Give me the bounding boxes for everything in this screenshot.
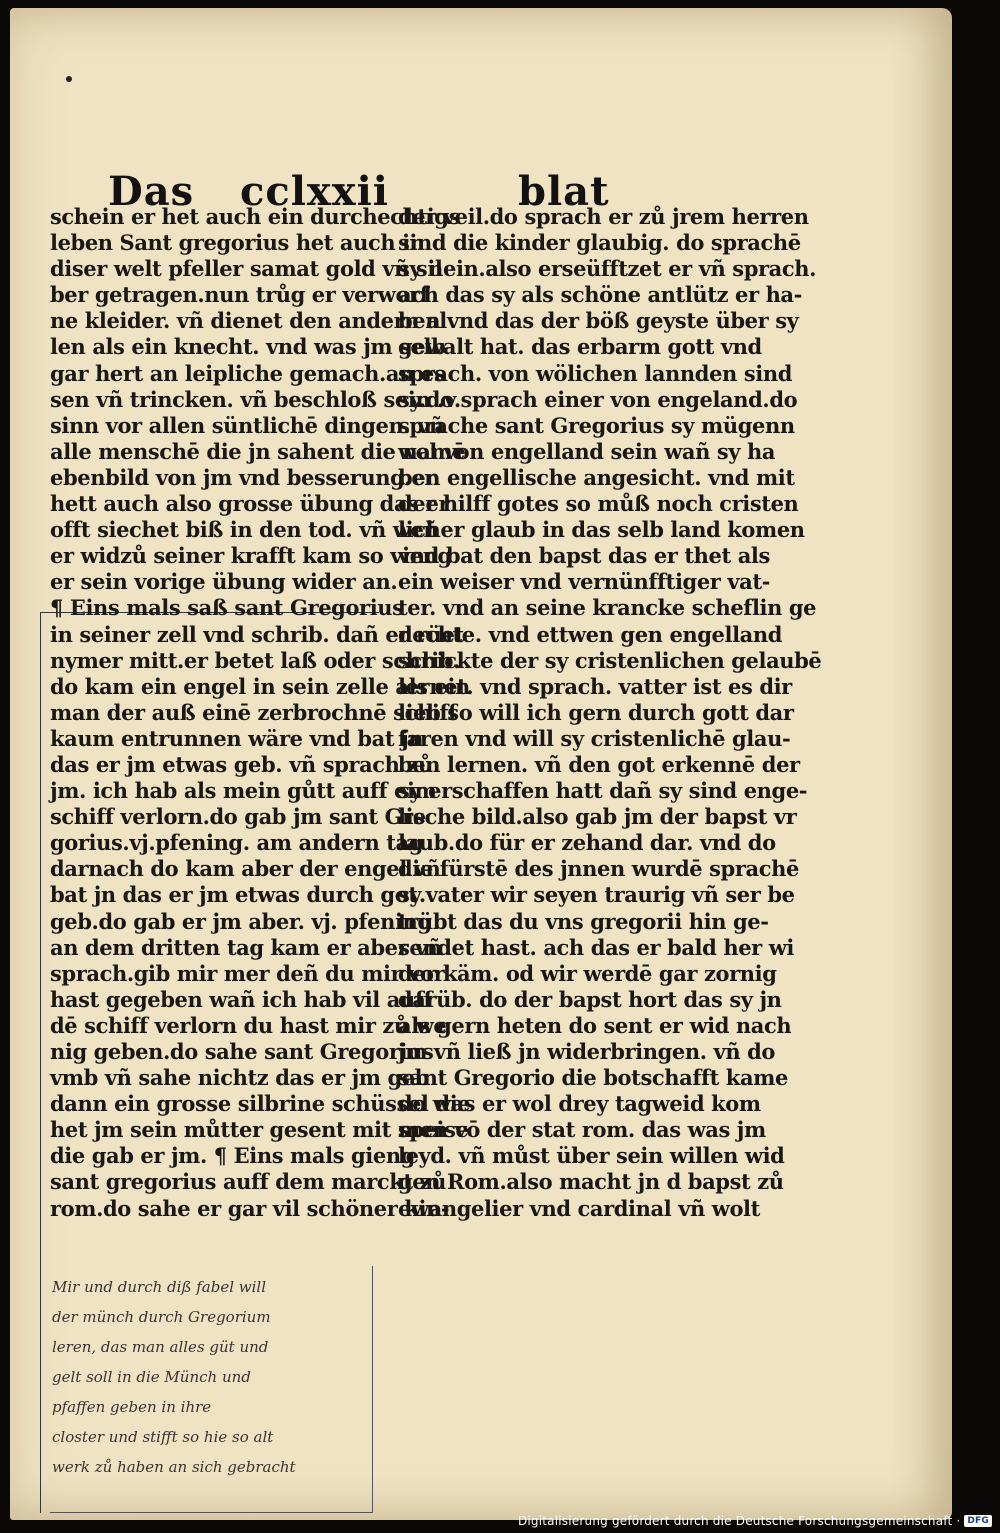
text-line: der käm. od wir werdē gar zornig [398, 960, 777, 986]
text-line: der hilff gotes so můß noch cristen [398, 491, 799, 517]
text-line: ach das sy als schöne antlütz er ha- [398, 282, 802, 308]
handwritten-line: leren, das man alles güt und [52, 1338, 269, 1356]
text-line: das er jm etwas geb. vñ sprach zů [50, 751, 433, 777]
folio-number: cclxxii [240, 168, 389, 215]
text-line: er sein vorige übung wider an. [50, 569, 398, 595]
text-line: lische bild.also gab jm der bapst vr [398, 804, 797, 830]
handwritten-line: Mir und durch diß fabel will [52, 1278, 267, 1296]
text-line: kaum entrunnen wäre vnd bat jn [50, 725, 424, 751]
header-word-left: Das [108, 168, 195, 215]
text-line: sant gregorius auff dem marckt zů [50, 1169, 447, 1195]
handwritten-line: closter und stifft so hie so alt [52, 1428, 274, 1446]
text-line: rom.do sahe er gar vil schöner kin- [50, 1195, 450, 1221]
text-line: gar hert an leipliche gemach.an es [50, 360, 446, 386]
text-line: sy nein.also erseüfftzet er vñ sprach. [398, 256, 817, 282]
text-line: lieb so will ich gern durch gott dar [398, 699, 794, 725]
text-line: men vō der stat rom. das was jm [398, 1117, 766, 1143]
text-line: leben Sant gregorius het auch in [50, 230, 425, 256]
text-line: bat jn das er jm etwas durch got [50, 882, 418, 908]
text-line: hast gegeben wañ ich hab vil auff [50, 986, 433, 1012]
text-line: alle menschē die jn sahent die namē [50, 438, 466, 464]
text-line: sen vñ trincken. vñ beschloß sein .v. [50, 386, 461, 412]
ink-dot [66, 76, 72, 82]
text-line: ben vnd das der böß geyste über sy [398, 308, 799, 334]
text-line: gorius.vj.pfening. am andern tag [50, 830, 424, 856]
text-line: sind die kinder glaubig. do sprachē [398, 230, 801, 256]
text-line: nig geben.do sahe sant Gregorius [50, 1039, 434, 1064]
footer-separator: · [956, 1514, 961, 1528]
text-line: die gab er jm. ¶ Eins mals gieng [50, 1143, 415, 1169]
text-line: in seiner zell vnd schrib. dañ er rüet [50, 621, 464, 647]
text-line: len als ein knecht. vnd was jm selb [50, 334, 446, 360]
text-line: schiff verlorn.do gab jm sant Gre [50, 804, 426, 830]
text-line: sprach.gib mir mer deñ du mir vor [50, 960, 445, 986]
text-line: wol von engelland sein wañ sy ha [398, 438, 776, 464]
text-line: als gern heten do sent er wid nach [398, 1012, 792, 1038]
text-line: gewalt hat. das erbarm gott vnd [398, 334, 762, 360]
text-line: an dem dritten tag kam er aber vñ [50, 934, 442, 960]
text-line: nymer mitt.er betet laß oder schrib. [50, 647, 460, 673]
text-line: dechte. vnd ettwen gen engelland [398, 621, 783, 647]
text-line: sy.vater wir seyen traurig vñ ser be [398, 882, 795, 908]
handwritten-note [52, 1272, 372, 1482]
text-line: licher glaub in das selb land komen [398, 517, 805, 543]
text-line: die fürstē des jnnen wurdē sprachē [398, 856, 799, 882]
handwritten-line: pfaffen geben in ihre [52, 1398, 212, 1416]
text-line: diser welt pfeller samat gold vñ sil [50, 256, 443, 282]
text-line: ¶ Eins mals saß sant Gregorius [50, 595, 404, 621]
text-line: het jm sein můtter gesent mit speise [50, 1117, 469, 1143]
text-line: ewangelier vnd cardinal vñ wolt [398, 1195, 760, 1221]
text-line: sendet hast. ach das er bald her wi [398, 934, 794, 960]
text-line: sprach. von wölichen lannden sind [398, 360, 792, 386]
text-line: er widzů seiner krafft kam so vieng [50, 543, 452, 569]
text-line: leyd. vñ můst über sein willen wid [398, 1143, 785, 1169]
dfg-logo: DFG [964, 1515, 992, 1527]
text-line: schickte der sy cristenlichen gelaubē [398, 647, 822, 673]
text-line: darnach do kam aber der engel vñ [50, 856, 441, 882]
text-line: sinn vor allen süntlichē dingen. vñ [50, 412, 444, 438]
text-line: gen Rom.also macht jn d bapst zů [398, 1169, 784, 1195]
text-line: vmb vñ sahe nichtz das er jm geb [50, 1065, 430, 1091]
text-line: ebenbild von jm vnd besserung.er [50, 464, 435, 490]
right-text-column [398, 204, 822, 1222]
text-line: laub.do für er zehand dar. vnd do [398, 830, 776, 856]
text-line: jm vñ ließ jn widerbringen. vñ do [398, 1039, 776, 1064]
text-line: vnd bat den bapst das er thet als [398, 543, 770, 569]
text-line: do was er wol drey tagweid kom [398, 1091, 761, 1117]
text-line: offt siechet biß in den tod. vñ weñ [50, 517, 439, 543]
header-word-right: blat [518, 168, 610, 215]
text-line: do kam ein engel in sein zelle als ein [50, 673, 470, 699]
manuscript-page [10, 8, 952, 1520]
text-line: ein weiser vnd vernünfftiger vat- [398, 569, 770, 595]
text-line: ber getragen.nun trůg er verworf [50, 282, 429, 308]
text-line: trübt das du vns gregorii hin ge- [398, 908, 769, 934]
text-line: darüb. do der bapst hort das sy jn [398, 986, 782, 1012]
text-line: lernet. vnd sprach. vatter ist es dir [398, 673, 792, 699]
text-line: dann ein grosse silbrine schüssel die [50, 1091, 471, 1117]
left-text-column [50, 204, 471, 1222]
text-line: ben engellische angesicht. vnd mit [398, 464, 795, 490]
text-line: dē schiff verlorn du hast mir zů we [50, 1012, 447, 1038]
text-line: geb.do gab er jm aber. vj. pfening [50, 908, 432, 934]
text-line: sprache sant Gregorius sy mügenn [398, 412, 795, 438]
text-line: schein er het auch ein durchechtigs [50, 204, 460, 229]
text-line: ben lernen. vñ den got erkennē der [398, 751, 800, 777]
text-line: faren vnd will sy cristenlichē glau- [398, 725, 791, 751]
footer-credit [518, 1511, 992, 1531]
text-line: der veil.do sprach er zů jrem herren [398, 204, 809, 229]
footer-text: Digitalisierung gefördert durch die Deutsche Forschungsgemeinschaft [517, 1514, 953, 1528]
handwritten-line: werk zů haben an sich gebracht [52, 1458, 296, 1476]
text-line: sy.do sprach einer von engeland.do [398, 386, 798, 412]
handwritten-line: der münch durch Gregorium [52, 1308, 271, 1326]
text-line: hett auch also grosse übung das er [50, 491, 450, 517]
handwritten-line: gelt soll in die Münch und [52, 1368, 251, 1386]
text-line: ne kleider. vñ dienet den andern al [50, 308, 447, 334]
text-line: sy erschaffen hatt dañ sy sind enge- [398, 778, 808, 804]
text-line: jm. ich hab als mein gůtt auff eim [50, 778, 437, 804]
text-line: ter. vnd an seine krancke scheflin ge [398, 595, 817, 621]
text-line: sant Gregorio die botschafft kame [398, 1065, 788, 1091]
text-line: man der auß einē zerbrochnē schiff [50, 699, 457, 725]
